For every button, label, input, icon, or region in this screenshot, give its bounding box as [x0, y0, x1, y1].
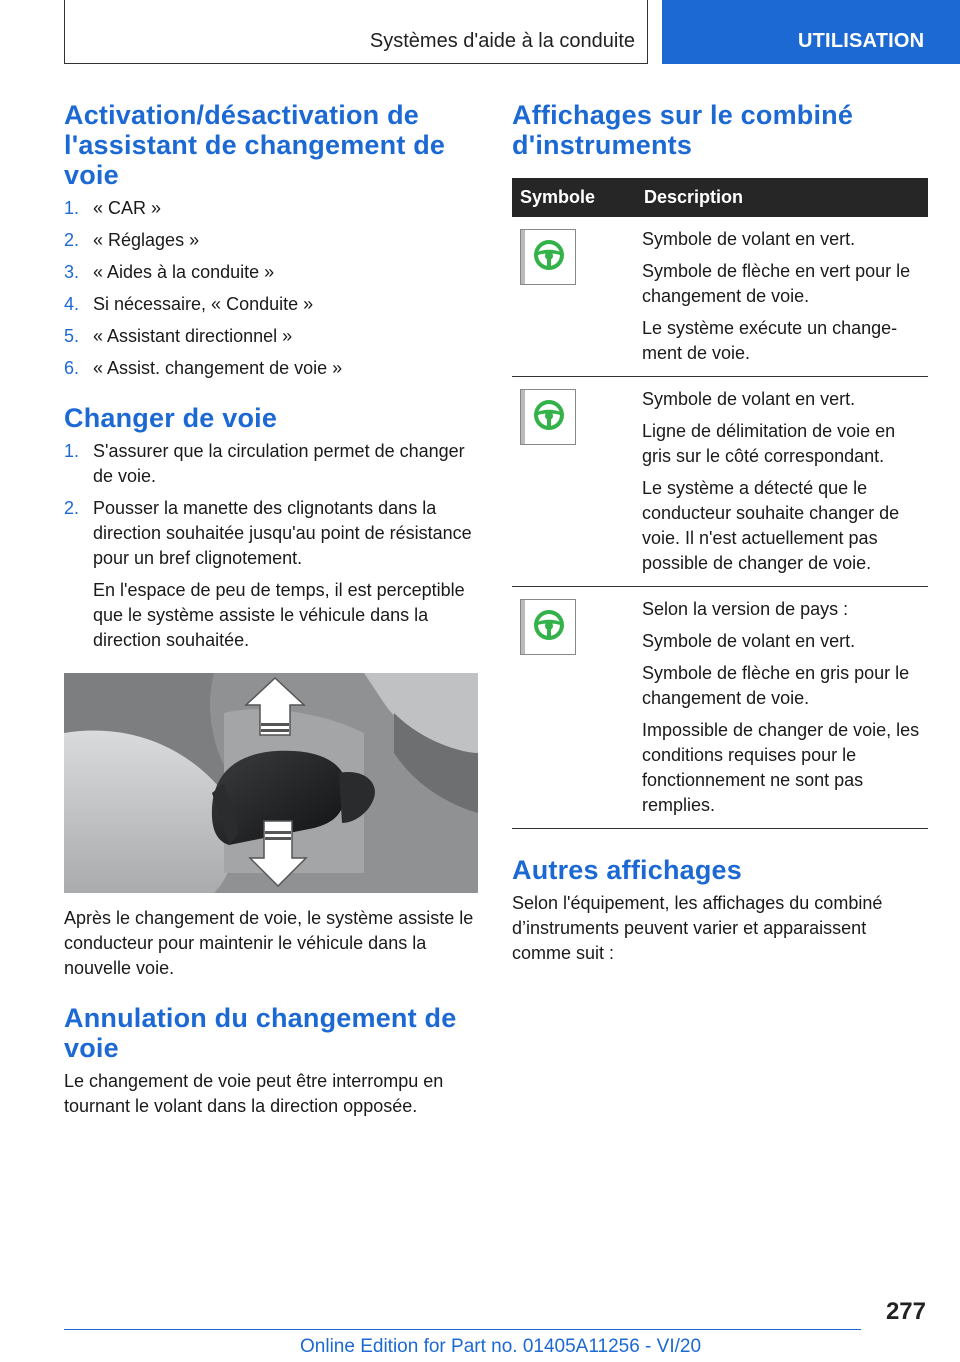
- list-item: [64, 356, 478, 381]
- description-line: Le système a détecté que le conducteur souhaite changer de voie. Il n'est actuellement pas possible de changer de voie.: [642, 478, 900, 573]
- turn-signal-lever-illustration: [64, 673, 478, 893]
- left-column: [64, 100, 478, 1119]
- table-row: [512, 217, 928, 377]
- description-line: Impossible de changer de voie, les conditions requises pour le fonctionnement ne sont pas remplies.: [642, 720, 920, 815]
- cancel-text: Le changement de voie peut être interrompu en tournant le volant dans la direction opposée.: [64, 1071, 444, 1116]
- header-section-box: [64, 0, 648, 64]
- list-item: [64, 196, 478, 221]
- description-line: Symbole de flèche en gris pour le changement de voie.: [642, 663, 910, 708]
- symbol-cell: [512, 377, 636, 587]
- step-number: 3.: [64, 262, 80, 282]
- symbol-table: [512, 178, 928, 829]
- step-text: « CAR »: [93, 198, 162, 218]
- step-text: « Réglages »: [93, 230, 200, 250]
- list-item: [64, 292, 478, 317]
- change-lane-heading: Changer de voie: [64, 403, 278, 433]
- list-item: [64, 439, 478, 489]
- other-displays-heading: Autres affichages: [512, 855, 742, 885]
- page-number: 277: [885, 1298, 926, 1325]
- table-row: [512, 377, 928, 587]
- step-number: 2.: [64, 230, 80, 250]
- table-row: [512, 587, 928, 829]
- symbol-cell: [512, 217, 636, 377]
- step-text: « Assist. changement de voie »: [93, 358, 343, 378]
- description-line: Symbole de volant en vert.: [642, 389, 856, 409]
- step-text: Si nécessaire, « Conduite »: [93, 294, 314, 314]
- step-number: 1.: [64, 441, 80, 461]
- activation-heading: Activation/désactivation de l'assistant de changement de voie: [64, 100, 446, 190]
- description-line: Symbole de flèche en vert pour le changement de voie.: [642, 261, 911, 306]
- section-title: Systèmes d'aide à la conduite: [369, 30, 635, 52]
- steering-wheel-green-icon: [520, 229, 576, 285]
- activation-steps: [64, 196, 478, 381]
- after-change-text: Après le changement de voie, le système assiste le conducteur pour maintenir le véhicule dans la nouvelle voie.: [64, 908, 474, 978]
- chapter-title: UTILISATION: [798, 30, 925, 52]
- step-text: « Aides à la conduite »: [93, 262, 275, 282]
- step-number: 6.: [64, 358, 80, 378]
- description-line: Symbole de volant en vert.: [642, 631, 856, 651]
- header-chapter-tab: [662, 0, 960, 64]
- description-line: Symbole de volant en vert.: [642, 229, 856, 249]
- description-line: Selon la version de pays :: [642, 599, 849, 619]
- step-text: S'assurer que la circulation permet de changer de voie.: [93, 441, 465, 486]
- footer-divider: [64, 1329, 861, 1330]
- step-number: 1.: [64, 198, 80, 218]
- step-number: 5.: [64, 326, 80, 346]
- step-extra-text: En l'espace de peu de temps, il est perceptible que le système assiste le véhicule dans la direction souhaitée.: [93, 580, 465, 650]
- list-item: [64, 228, 478, 253]
- list-item: [64, 496, 478, 653]
- change-lane-steps: [64, 439, 478, 653]
- step-text: Pousser la manette des clignotants dans la direction souhaitée jusqu'au point de résistance pour un bref clignotement.: [93, 498, 472, 568]
- right-column: [512, 100, 928, 966]
- edition-link[interactable]: Online Edition for Part no. 01405A11256 - VI/20: [300, 1336, 702, 1357]
- step-number: 2.: [64, 498, 80, 518]
- description-cell: [636, 587, 928, 829]
- step-text: « Assistant directionnel »: [93, 326, 293, 346]
- list-item: [64, 324, 478, 349]
- description-line: Le système exécute un changement de voie.: [642, 318, 898, 363]
- step-number: 4.: [64, 294, 80, 314]
- list-item: [64, 260, 478, 285]
- cancel-heading: Annulation du changement de voie: [64, 1003, 457, 1063]
- column-header-description: Description: [636, 178, 928, 217]
- symbol-cell: [512, 587, 636, 829]
- table-header-row: [512, 178, 928, 217]
- lever-illustration-svg: [64, 673, 478, 893]
- column-header-symbol: Symbole: [512, 178, 636, 217]
- other-displays-text: Selon l'équipement, les affichages du combiné d’instruments peuvent varier et apparaissent comme suit :: [512, 893, 883, 963]
- steering-wheel-green-icon: [520, 389, 576, 445]
- description-cell: [636, 217, 928, 377]
- description-cell: [636, 377, 928, 587]
- description-line: Ligne de délimitation de voie en gris sur le côté correspondant.: [642, 421, 896, 466]
- instrument-display-heading: Affichages sur le combiné d'instruments: [512, 100, 854, 160]
- steering-wheel-green-icon: [520, 599, 576, 655]
